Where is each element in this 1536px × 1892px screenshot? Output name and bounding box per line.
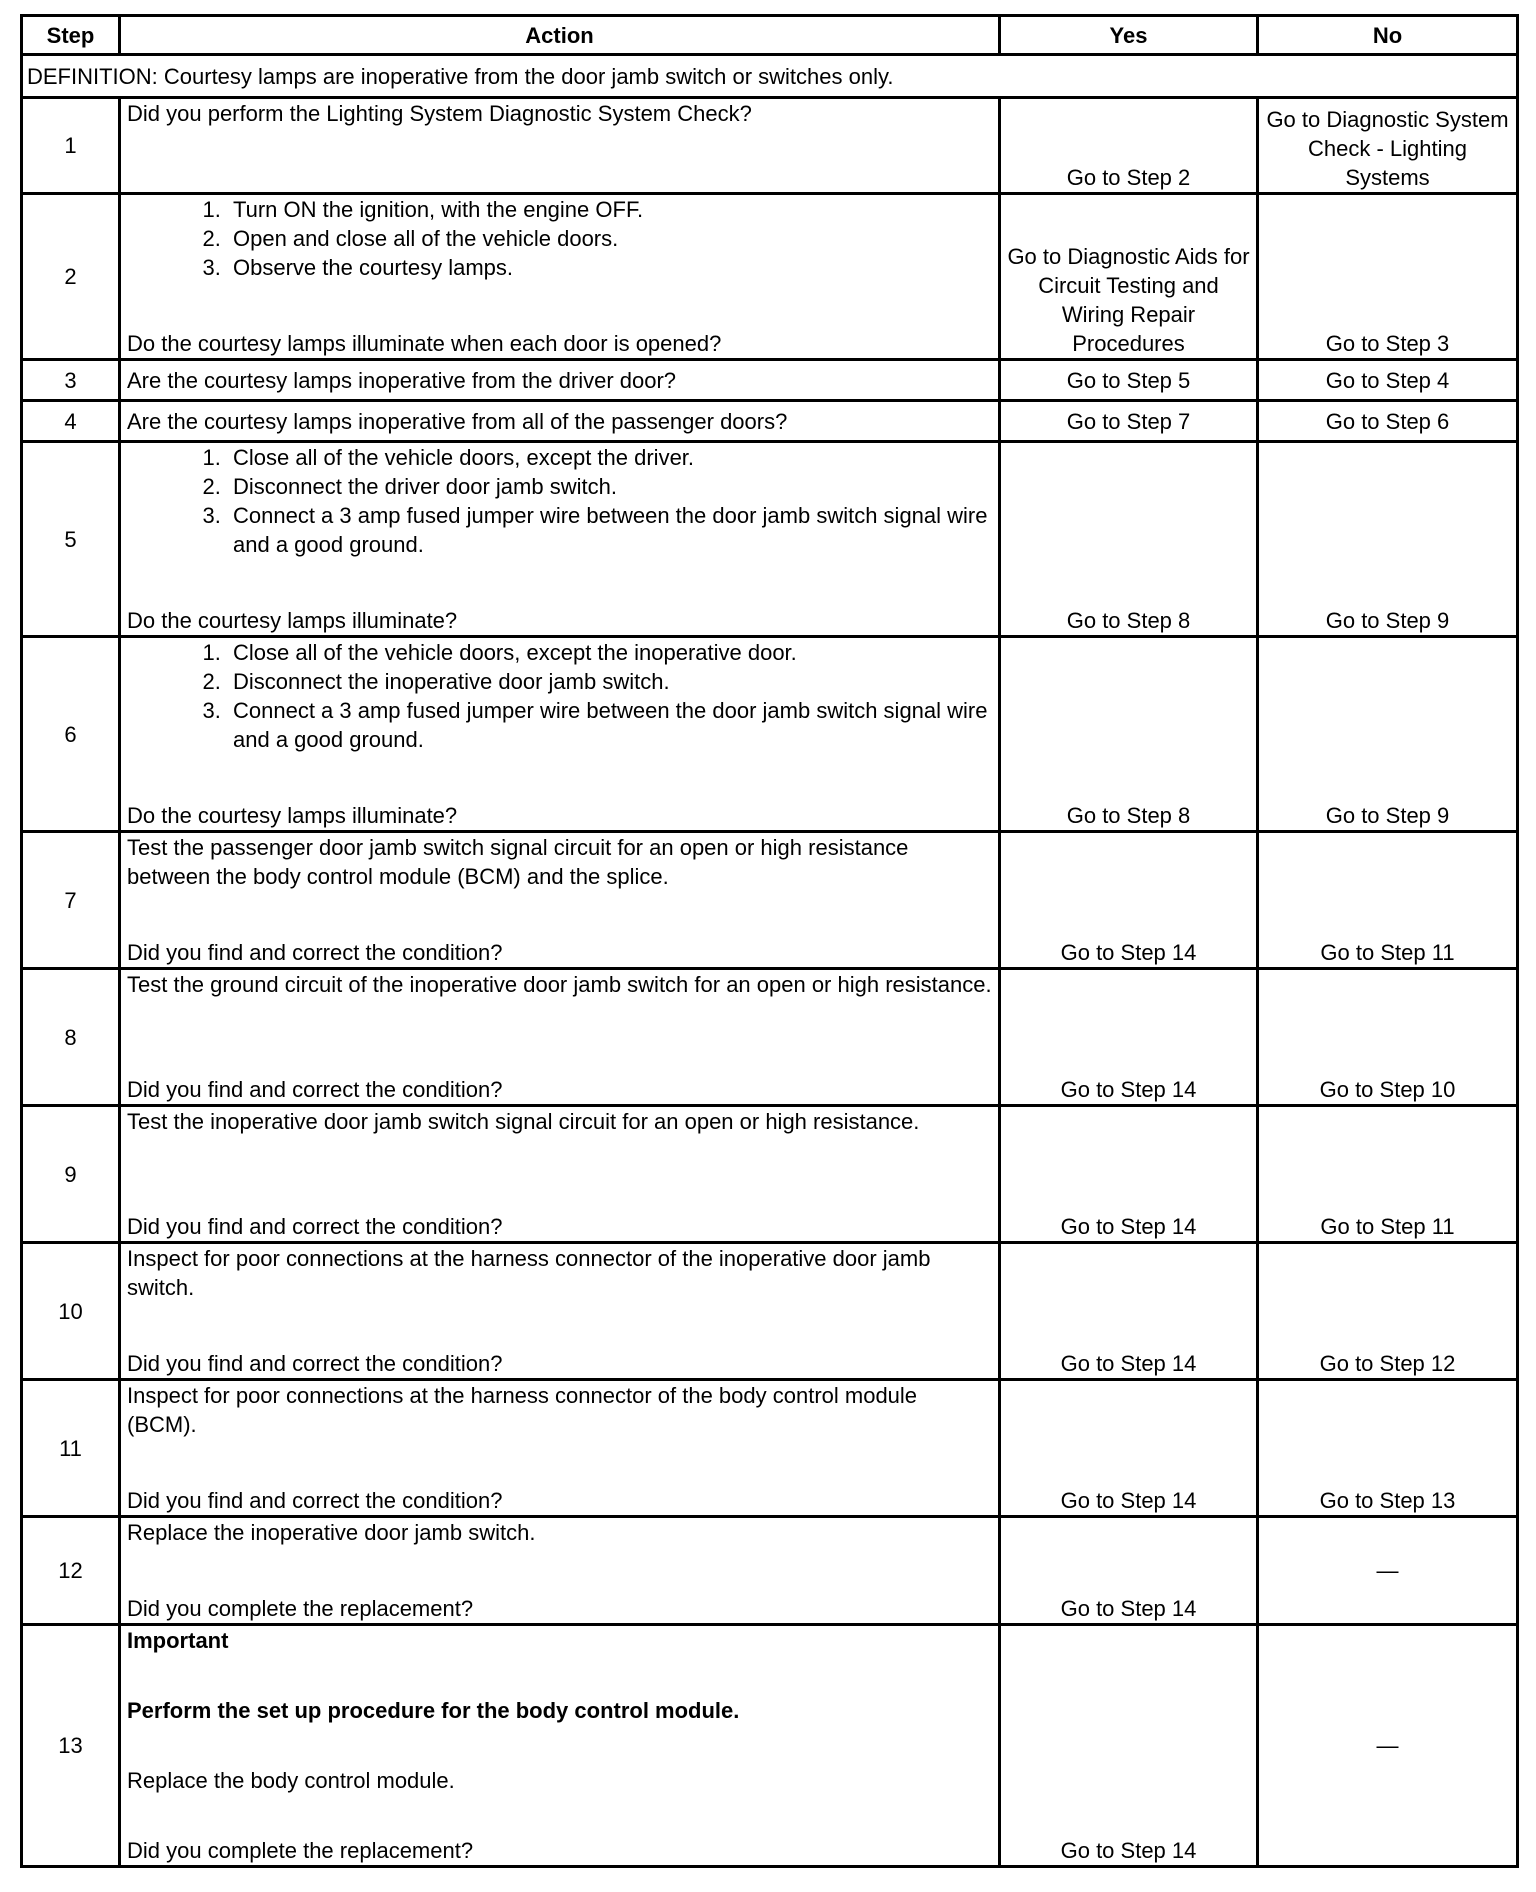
step-number: 2: [22, 194, 120, 360]
no-cell: Go to Step 13: [1258, 1380, 1518, 1517]
no-cell: Go to Step 11: [1258, 1106, 1518, 1243]
diagnostic-table-document: [20, 14, 1516, 1868]
action-instruction: Inspect for poor connections at the harness connector of the inoperative door jamb switch.: [127, 1246, 931, 1300]
action-question: Did you perform the Lighting System Diagnostic System Check?: [127, 101, 752, 126]
step-number: 6: [22, 637, 120, 832]
yes-cell: Go to Step 14: [1000, 832, 1258, 969]
definition-text: DEFINITION: Courtesy lamps are inoperative from the door jamb switch or switches only.: [22, 55, 1518, 98]
table-row: [22, 969, 1518, 1106]
action-question: Did you find and correct the condition?: [127, 1077, 503, 1102]
action-cell: [120, 194, 1000, 360]
step-number: 8: [22, 969, 120, 1106]
action-question: Did you find and correct the condition?: [127, 1214, 503, 1239]
yes-cell: Go to Step 7: [1000, 401, 1258, 442]
yes-cell: Go to Step 2: [1000, 98, 1258, 194]
action-question: Do the courtesy lamps illuminate?: [127, 608, 458, 633]
yes-cell: Go to Step 8: [1000, 442, 1258, 637]
action-list: [127, 195, 992, 282]
table-row: [22, 442, 1518, 637]
action-cell: [120, 1243, 1000, 1380]
action-question: Are the courtesy lamps inoperative from all of the passenger doors?: [120, 401, 1000, 442]
header-row: [22, 16, 1518, 55]
important-text: Perform the set up procedure for the body control module.: [127, 1698, 740, 1723]
important-label: Important: [127, 1628, 229, 1653]
action-list-item: 1. Close all of the vehicle doors, except the inoperative door.: [227, 638, 992, 667]
step-number: 12: [22, 1517, 120, 1625]
step-number: 11: [22, 1380, 120, 1517]
action-question: Do the courtesy lamps illuminate when each door is opened?: [127, 331, 722, 356]
yes-cell: Go to Step 14: [1000, 1625, 1258, 1867]
action-question: Did you find and correct the condition?: [127, 1351, 503, 1376]
step-number: 13: [22, 1625, 120, 1867]
action-question: Do the courtesy lamps illuminate?: [127, 803, 458, 828]
table-row: [22, 360, 1518, 401]
action-list: [127, 638, 992, 754]
action-question: Did you complete the replacement?: [127, 1838, 474, 1863]
action-list-item: 3. Connect a 3 amp fused jumper wire between the door jamb switch signal wire and a good ground.: [227, 501, 992, 559]
header-yes: Yes: [1000, 16, 1258, 55]
action-cell: [120, 637, 1000, 832]
action-instruction: Replace the inoperative door jamb switch.: [127, 1520, 536, 1545]
yes-cell: Go to Step 14: [1000, 1380, 1258, 1517]
step-number: 4: [22, 401, 120, 442]
no-cell: —: [1258, 1625, 1518, 1867]
no-cell: Go to Step 11: [1258, 832, 1518, 969]
diagnostic-table: [20, 14, 1519, 1868]
action-instruction: Test the passenger door jamb switch signal circuit for an open or high resistance between the body control module (BCM) and the splice.: [127, 835, 909, 889]
table-row: [22, 1380, 1518, 1517]
yes-cell: Go to Step 8: [1000, 637, 1258, 832]
action-cell: [120, 832, 1000, 969]
step-number: 7: [22, 832, 120, 969]
yes-cell: Go to Step 14: [1000, 1106, 1258, 1243]
action-question: Did you find and correct the condition?: [127, 940, 503, 965]
yes-cell: Go to Step 14: [1000, 1517, 1258, 1625]
action-cell: [120, 98, 1000, 194]
action-question: Did you find and correct the condition?: [127, 1488, 503, 1513]
yes-cell: Go to Diagnostic Aids for Circuit Testing and Wiring Repair Procedures: [1000, 194, 1258, 360]
no-cell: Go to Step 9: [1258, 442, 1518, 637]
header-step: Step: [22, 16, 120, 55]
action-list-item: 1. Close all of the vehicle doors, except the driver.: [227, 443, 992, 472]
table-row: [22, 1517, 1518, 1625]
yes-cell: Go to Step 14: [1000, 969, 1258, 1106]
no-cell: Go to Diagnostic System Check - Lighting Systems: [1258, 98, 1518, 194]
no-cell: Go to Step 10: [1258, 969, 1518, 1106]
step-number: 10: [22, 1243, 120, 1380]
table-row: [22, 194, 1518, 360]
action-cell: [120, 1106, 1000, 1243]
table-row: [22, 1625, 1518, 1867]
no-cell: Go to Step 9: [1258, 637, 1518, 832]
table-row: [22, 1106, 1518, 1243]
yes-cell: Go to Step 14: [1000, 1243, 1258, 1380]
action-list-item: 2. Disconnect the driver door jamb switch.: [227, 472, 992, 501]
action-question: Did you complete the replacement?: [127, 1596, 474, 1621]
action-list-item: 3. Connect a 3 amp fused jumper wire between the door jamb switch signal wire and a good ground.: [227, 696, 992, 754]
definition-row: [22, 55, 1518, 98]
action-cell: [120, 1625, 1000, 1867]
action-instruction: Replace the body control module.: [127, 1768, 455, 1793]
action-list-item: 1. Turn ON the ignition, with the engine OFF.: [227, 195, 992, 224]
step-number: 1: [22, 98, 120, 194]
action-list-item: 2. Disconnect the inoperative door jamb switch.: [227, 667, 992, 696]
no-cell: Go to Step 12: [1258, 1243, 1518, 1380]
header-no: No: [1258, 16, 1518, 55]
action-instruction: Test the inoperative door jamb switch signal circuit for an open or high resistance.: [127, 1109, 920, 1134]
action-list-item: 2. Open and close all of the vehicle doors.: [227, 224, 992, 253]
action-cell: [120, 442, 1000, 637]
table-row: [22, 98, 1518, 194]
step-number: 9: [22, 1106, 120, 1243]
action-list: [127, 443, 992, 559]
action-instruction: Inspect for poor connections at the harness connector of the body control module (BCM).: [127, 1383, 918, 1437]
step-number: 5: [22, 442, 120, 637]
table-row: [22, 637, 1518, 832]
header-action: Action: [120, 16, 1000, 55]
no-cell: Go to Step 4: [1258, 360, 1518, 401]
action-question: Are the courtesy lamps inoperative from the driver door?: [120, 360, 1000, 401]
action-instruction: Test the ground circuit of the inoperative door jamb switch for an open or high resistance.: [127, 972, 992, 997]
table-row: [22, 401, 1518, 442]
step-number: 3: [22, 360, 120, 401]
action-cell: [120, 1517, 1000, 1625]
yes-cell: Go to Step 5: [1000, 360, 1258, 401]
no-cell: Go to Step 6: [1258, 401, 1518, 442]
action-cell: [120, 1380, 1000, 1517]
no-cell: —: [1258, 1517, 1518, 1625]
table-row: [22, 1243, 1518, 1380]
table-row: [22, 832, 1518, 969]
action-cell: [120, 969, 1000, 1106]
no-cell: Go to Step 3: [1258, 194, 1518, 360]
action-list-item: 3. Observe the courtesy lamps.: [227, 253, 992, 282]
